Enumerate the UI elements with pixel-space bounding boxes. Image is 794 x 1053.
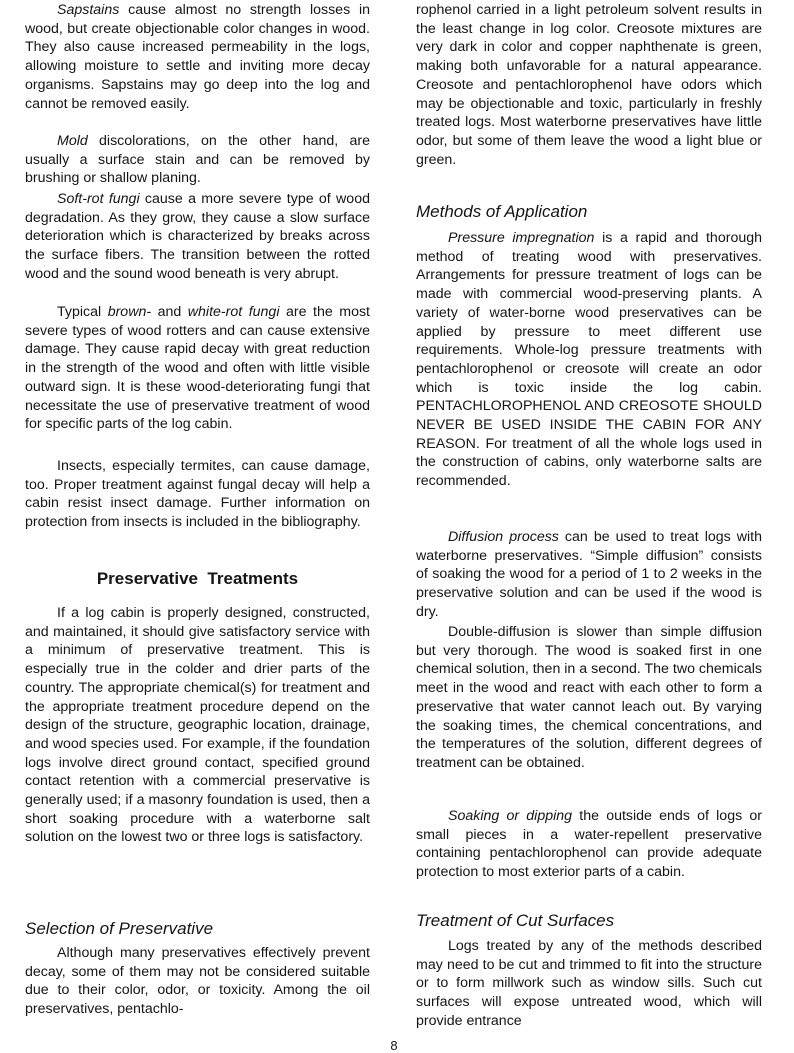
paragraph-insects: Insects, especially termites, can cause damage, too. Proper treatment against fungal decay will help a cabin resist insect damage. Further information on protection from insects is included in the bibliography. xyxy=(25,458,370,531)
term-soaking-or-dipping: Soaking or dipping xyxy=(448,808,573,824)
paragraph-mold: Mold discolorations, on the other hand, are usually a surface stain and can be removed by brushing or shallow planing. xyxy=(25,133,370,187)
term-sapstains: Sapstains xyxy=(57,2,120,18)
paragraph-selection: Although many preservatives effectively prevent decay, some of them may not be considered suitable due to their color, odor, or toxicity. Among the oil preservatives, pentachlo- xyxy=(25,945,370,1018)
paragraph-pressure-impregnation: Pressure impregnation is a rapid and thorough method of treating wood with preservatives. Arrangements for pressure treatment of logs can be made with commercial wood-preserving plants. A variety of water-borne wood preservatives can be applied by pressure to meet different use requirements. Whole-log pressure treatments with pentachlorophenol or creosote will create an odor which is toxic inside the log cabin. PENTACHLOROPHENOL AND CREOSOTE SHOULD NEVER BE USED INSIDE THE CABIN FOR ANY REASON. For treatment of all the whole logs used in the construction of cabins, only waterborne salts are recommended. xyxy=(416,230,762,490)
paragraph-diffusion-process: Diffusion process can be used to treat logs with waterborne preservatives. “Simple diffusion” consists of soaking the wood for a period of 1 to 2 weeks in the preservative solution and can be used if the wood is dry. xyxy=(416,529,762,620)
paragraph-soaking-dipping: Soaking or dipping the outside ends of logs or small pieces in a water-repellent preservative containing pentachlorophenol can provide adequate protection to most exterior parts of a cabin. xyxy=(416,808,762,881)
subsection-heading-selection: Selection of Preservative xyxy=(25,919,214,938)
subsection-heading-methods: Methods of Application xyxy=(416,202,588,221)
paragraph-soft-rot: Soft-rot fungi cause a more severe type of wood degradation. As they grow, they cause a slow surface deterioration which is characterized by breaks across the surface fibers. The transition between the rotted wood and the sound wood beneath is very abrupt. xyxy=(25,191,370,282)
page-number: 8 xyxy=(390,1038,398,1053)
subsection-heading-cut-surfaces: Treatment of Cut Surfaces xyxy=(416,911,615,930)
paragraph-continued: rophenol carried in a light petroleum solvent results in the least change in log color. Creosote mixtures are very dark in color and copper naphthenate is green, making both unfavorable for a natural appearance. Creosote and pentachlorophenol have odors which may be objectionable and toxic, particularly in freshly treated logs. Most waterborne preservatives have little odor, but some of them leave the wood a light blue or green. xyxy=(416,2,762,168)
paragraph-sapstains: Sapstains cause almost no strength losses in wood, but create objectionable color changes in wood. They also cause increased permeability in the logs, allowing moisture to settle and inviting more decay organisms. Sapstains may go deep into the log and cannot be removed easily. xyxy=(25,2,370,112)
term-diffusion-process: Diffusion process xyxy=(448,529,559,545)
section-heading: Preservative Treatments xyxy=(96,569,299,588)
term-mold: Mold xyxy=(57,133,88,149)
term-soft-rot-fungi: Soft-rot fungi xyxy=(57,191,140,207)
paragraph-preservative-treatments: If a log cabin is properly designed, constructed, and maintained, it should give satisfactory service with a minimum of preservative treatment. This is especially true in the colder and drier parts of the country. The appropriate chemical(s) for treatment and the appropriate treatment procedure depend on the design of the structure, geographic location, drainage, and wood species used. For example, if the foundation logs involve direct ground contact, specified ground contact retention with a commercial preservative is generally used; if a masonry foundation is used, then a short soaking procedure with a waterborne salt solution on the lowest two or three logs is satisfactory. xyxy=(25,605,370,846)
term-white-rot-fungi: white-rot fungi xyxy=(187,304,280,320)
term-brown-rot: brown- xyxy=(107,304,152,320)
paragraph-brown-white-rot: Typical brown- and white-rot fungi are the most severe types of wood rotters and can cause extensive damage. They cause rapid decay with great reduction in the strength of the wood and often with little visible outward sign. It is these wood-deteriorating fungi that necessitate the use of preservative treatment of wood for specific parts of the log cabin. xyxy=(25,304,370,433)
term-pressure-impregnation: Pressure impregnation xyxy=(448,230,595,246)
paragraph-double-diffusion: Double-diffusion is slower than simple diffusion but very thorough. The wood is soaked first in one chemical solution, then in a second. The two chemicals meet in the wood and react with each other to form a preservative that water cannot leach out. By varying the soaking times, the chemical concentrations, and the temperatures of the solution, different degrees of treatment can be obtained. xyxy=(416,624,762,771)
paragraph-cut-surfaces: Logs treated by any of the methods described may need to be cut and trimmed to fit into the structure or to form millwork such as window sills. Such cut surfaces will expose untreated wood, which will provide entrance xyxy=(416,938,762,1029)
